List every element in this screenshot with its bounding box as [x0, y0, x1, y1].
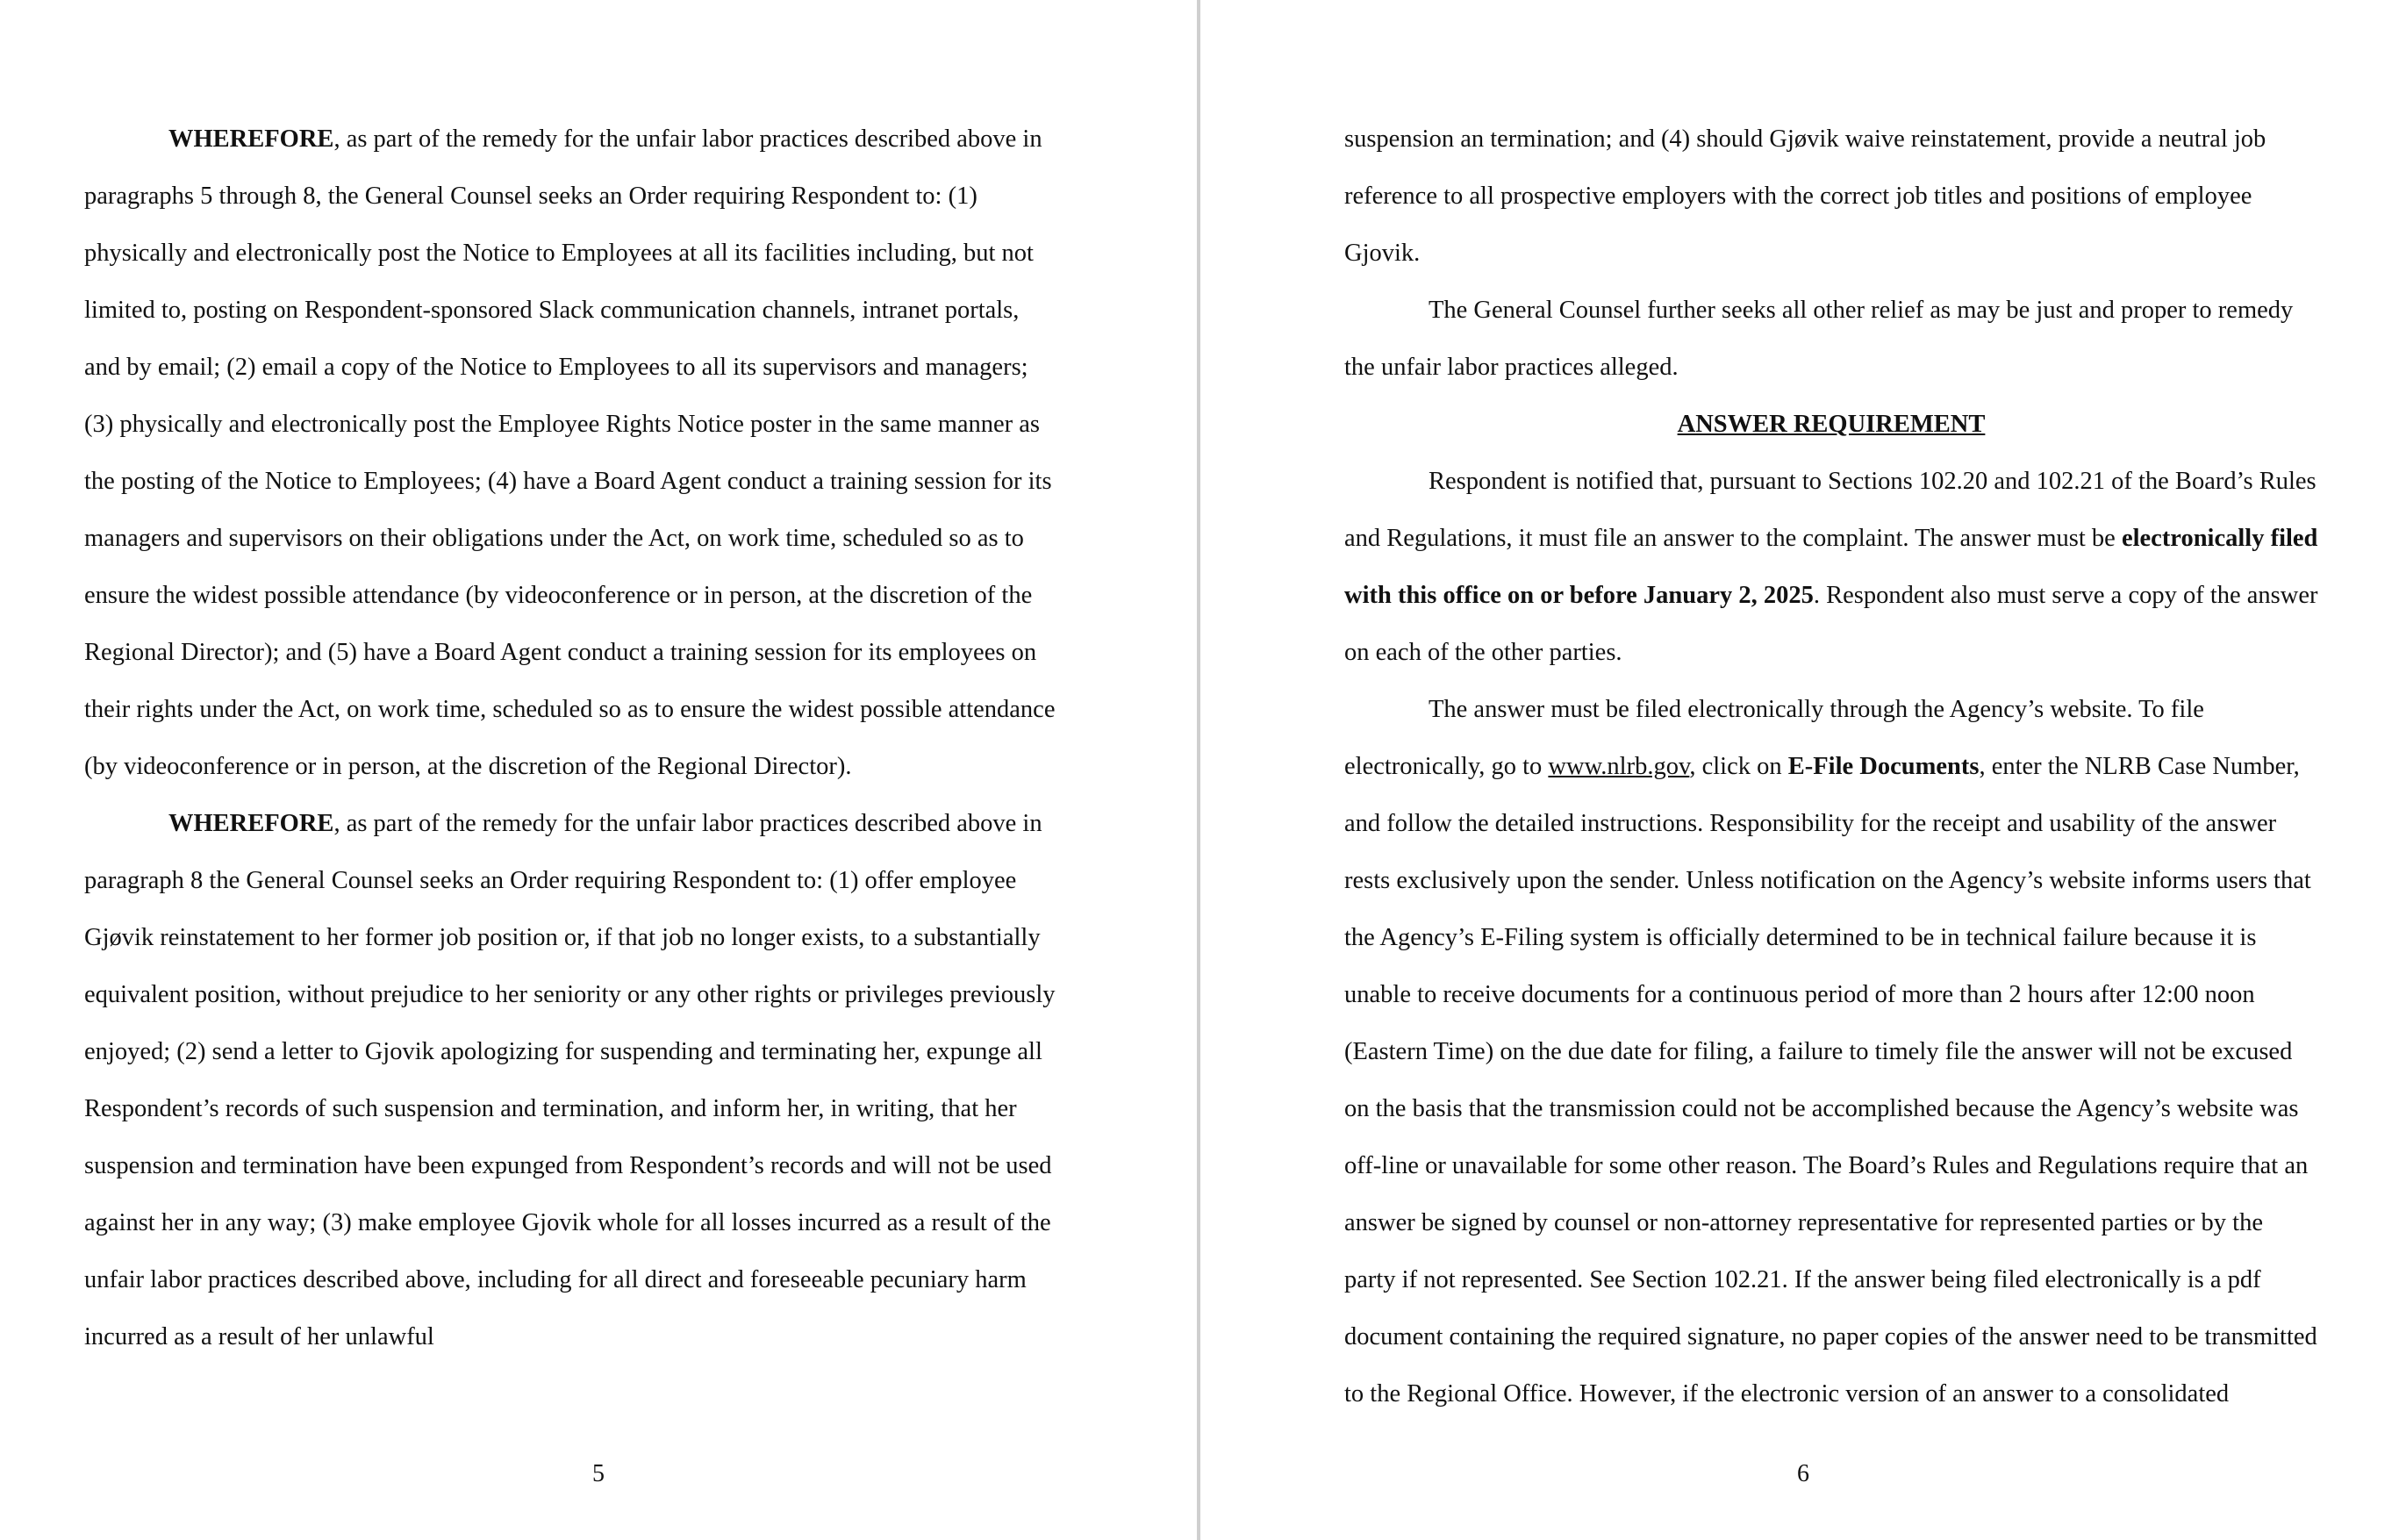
wherefore-lead-1: WHEREFORE [168, 125, 334, 153]
page-5-body [84, 111, 1058, 1365]
page-5 [0, 0, 1197, 1540]
page-6-body [1344, 111, 2318, 1422]
wherefore-lead-2: WHEREFORE [168, 810, 334, 837]
page-6 [1200, 0, 2406, 1540]
wherefore-paragraph-2 [84, 795, 1058, 1365]
efile-text-post: , enter the NLRB Case Number, and follow the detailed instructions. Responsibility for the receipt and usability of the answer rests exclusively upon the sender. Unless notification on the Agency’s website informs users that the Agency’s E-Filing system is officially determined to be in technical failure because it is unable to receive documents for a continuous period of more than 2 hours after 12:00 noon (Eastern Time) on the due date for filing, a failure to timely file the answer will not be excused on the basis that the transmission could not be accomplished because the Agency’s website was off-line or unavailable for some other reason. The Board’s Rules and Regulations require that an answer be signed by counsel or non-attorney representative for represented parties or by the party if not represented. See Section 102.21. If the answer being filed electronically is a pdf document containing the required signature, no paper copies of the answer need to be transmitted to the Regional Office. However, if the electronic version of an answer to a consolidated [1344, 753, 2317, 1407]
efile-documents-label: E-File Documents [1787, 753, 1980, 780]
relief-paragraph: The General Counsel further seeks all other relief as may be just and proper to remedy the unfair labor practices alleged. [1344, 297, 2294, 381]
wherefore-text-2: , as part of the remedy for the unfair labor practices described above in paragraph 8 the General Counsel seeks an Order requiring Respondent to: (1) offer employee Gjøvik reinstatement to her former job position or, if that job no longer exists, to a substantially equivalent position, without prejudice to her seniority or any other rights or privileges previously enjoyed; (2) send a letter to Gjovik apologizing for suspending and terminating her, expunge all Respondent’s records of such suspension and termination, and inform her, in writing, that her suspension and termination have been expunged from Respondent’s records and will not be used against her in any way; (3) make employee Gjovik whole for all losses incurred as a result of the unfair labor practices described above, including for all direct and foreseeable pecuniary harm incurred as a result of her unlawful [84, 810, 1056, 1350]
answer-requirement-heading: ANSWER REQUIREMENT [1677, 411, 1986, 438]
page-number-right: 6 [1797, 1460, 1809, 1487]
answer-paragraph [1344, 453, 2318, 681]
answer-text-pre: Respondent is notified that, pursuant to Sections 102.20 and 102.21 of the Board’s Rules and Regulations, it must file an answer to the complaint. The answer must be [1344, 468, 2316, 552]
nlrb-website-link[interactable]: www.nlrb.gov [1548, 753, 1690, 780]
efile-paragraph [1344, 681, 2318, 1422]
answer-deadline: electronically filed with this office on or before January 2, 2025 [1344, 525, 2318, 609]
efile-text-pre: The answer must be filed electronically through the Agency’s website. To file electronically, go to [1344, 696, 2204, 780]
answer-text-post: . Respondent also must serve a copy of the answer on each of the other parties. [1344, 582, 2318, 666]
page-number-left: 5 [592, 1460, 605, 1487]
wherefore-text-1: , as part of the remedy for the unfair labor practices described above in paragraphs 5 through 8, the General Counsel seeks an Order requiring Respondent to: (1) physically and electronically post the Notice to Employees at all its facilities including, but not limited to, posting on Respondent-sponsored Slack communication channels, intranet portals, and by email; (2) email a copy of the Notice to Employees to all its supervisors and managers; (3) physically and electronically post the Employee Rights Notice poster in the same manner as the posting of the Notice to Employees; (4) have a Board Agent conduct a training session for its managers and supervisors on their obligations under the Act, on work time, scheduled so as to ensure the widest possible attendance (by videoconference or in person, at the discretion of the Regional Director); and (5) have a Board Agent conduct a training session for its employees on their rights under the Act, on work time, scheduled so as to ensure the widest possible attendance (by videoconference or in person, at the discretion of the Regional Director). [84, 125, 1056, 780]
efile-text-mid: , click on [1689, 753, 1788, 780]
continued-paragraph: suspension an termination; and (4) should Gjøvik waive reinstatement, provide a neutral job reference to all prospective employers with the correct job titles and positions of employee Gjovik. [1344, 125, 2266, 267]
wherefore-paragraph-1 [84, 111, 1058, 795]
